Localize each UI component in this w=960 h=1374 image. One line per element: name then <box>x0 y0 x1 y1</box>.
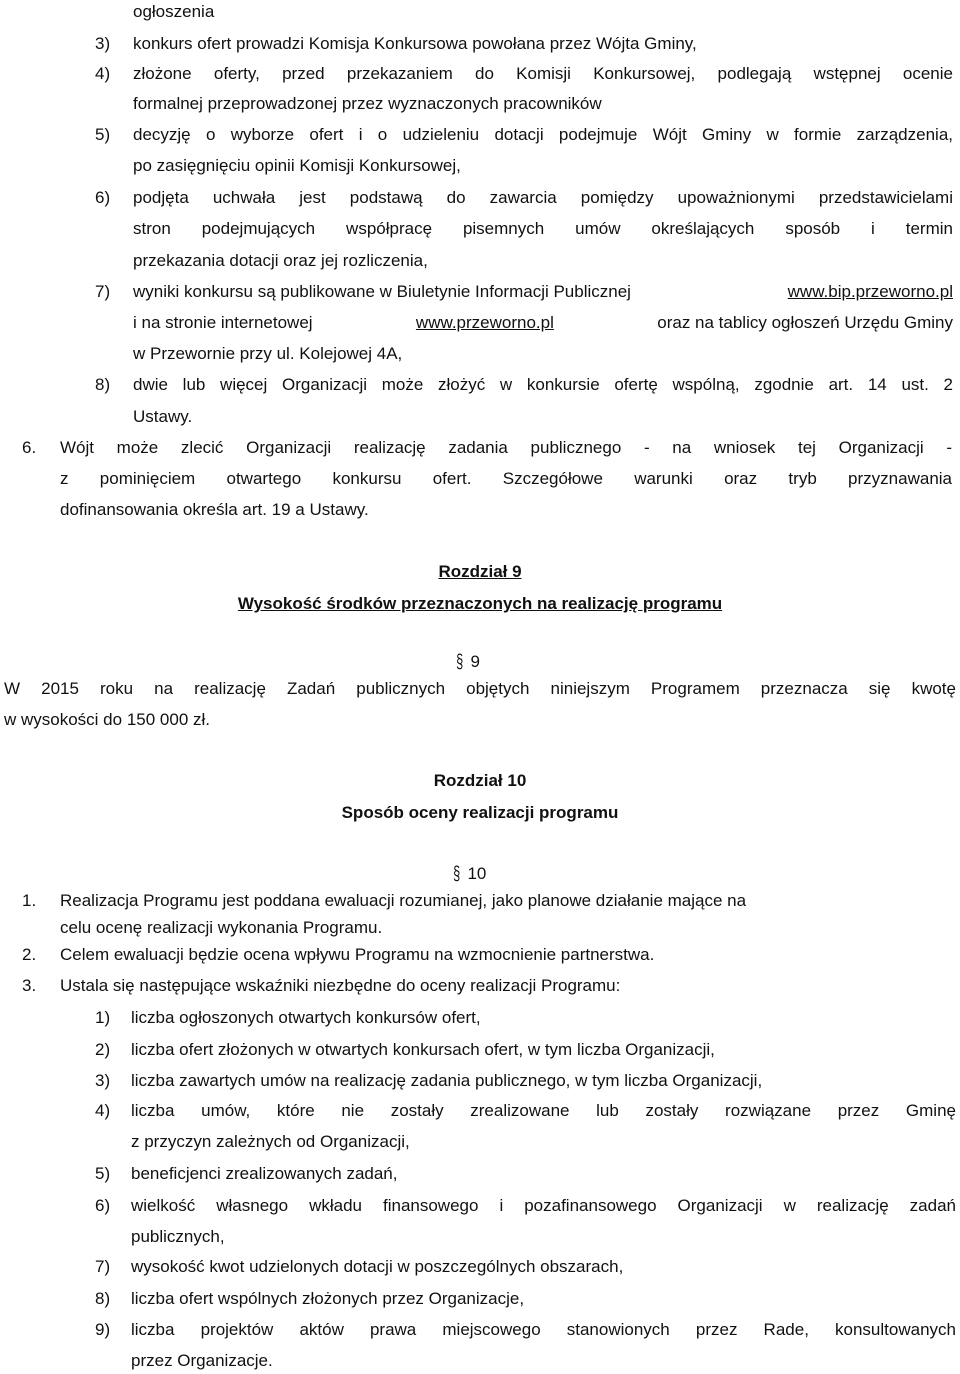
list-item-text: stron podejmujących współpracę pisemnych umów określających sposób i termin <box>133 219 953 238</box>
section-marker <box>455 651 480 673</box>
paragraph-text: Wójt może zlecić Organizacji realizację zadania publicznego - na wniosek tej Organizacji - <box>60 438 952 457</box>
list-item-text: złożone oferty, przed przekazaniem do Komisji Konkursowej, podlegają wstępnej ocenie <box>133 64 953 83</box>
paragraph-number: 1. <box>22 891 37 910</box>
list-item-number: 3) <box>95 34 111 53</box>
chapter-heading: Rozdział 10 <box>433 771 527 790</box>
list-item-text: liczba umów, które nie zostały zrealizowane lub zostały rozwiązane przez Gminę <box>131 1101 956 1120</box>
list-item-text: liczba ogłoszonych otwartych konkursów ofert, <box>131 1008 481 1027</box>
paragraph-text: Ustala się następujące wskaźniki niezbędne do oceny realizacji Programu: <box>60 976 621 995</box>
paragraph-text: celu ocenę realizacji wykonania Programu. <box>60 918 383 937</box>
list-item-text: wielkość własnego wkładu finansowego i pozafinansowego Organizacji w realizację zadań <box>131 1196 956 1215</box>
paragraph-number: 6. <box>22 438 37 457</box>
list-item-text: konkurs ofert prowadzi Komisja Konkursowa powołana przez Wójta Gminy, <box>133 34 697 53</box>
list-item-text <box>133 281 953 303</box>
paragraph-text: dofinansowania określa art. 19 a Ustawy. <box>60 500 369 519</box>
list-item-text: Ustawy. <box>133 407 193 426</box>
section-number: 9 <box>470 652 480 671</box>
chapter-heading: Rozdział 9 <box>438 562 522 581</box>
section-marker <box>452 863 486 885</box>
chapter-title: Wysokość środków przeznaczonych na realizację programu <box>237 594 723 613</box>
paragraph-text: z pominięciem otwartego konkursu ofert. Szczegółowe warunki oraz tryb przyznawania <box>60 469 952 488</box>
list-item-text: liczba ofert złożonych w otwartych konkursach ofert, w tym liczba Organizacji, <box>131 1040 715 1059</box>
paragraph-number: 2. <box>22 945 37 964</box>
list-item-text: dwie lub więcej Organizacji może złożyć w konkursie ofertę wspólną, zgodnie art. 14 ust. 2 <box>133 375 953 394</box>
list-item-text: przez Organizacje. <box>131 1351 273 1370</box>
list-item-text: w Przewornie przy ul. Kolejowej 4A, <box>133 344 403 363</box>
list-item-text <box>133 312 953 334</box>
list-continuation-text: ogłoszenia <box>133 2 215 21</box>
list-item-number: 8) <box>95 1289 111 1308</box>
list-item-number: 7) <box>95 1257 111 1276</box>
website-text: i na stronie internetowej <box>133 313 313 332</box>
list-item-text: liczba zawartych umów na realizację zadania publicznego, w tym liczba Organizacji, <box>131 1071 763 1090</box>
section-sign-icon: § <box>453 862 461 885</box>
list-item-text: liczba ofert wspólnych złożonych przez Organizacje, <box>131 1289 525 1308</box>
paragraph-text: W 2015 roku na realizację Zadań publicznych objętych niniejszym Programem przeznacza się kwotę <box>4 679 956 698</box>
list-item-text: beneficjenci zrealizowanych zadań, <box>131 1164 398 1183</box>
list-item-text: liczba projektów aktów prawa miejscowego stanowionych przez Rade, konsultowanych <box>131 1320 956 1339</box>
list-item-number: 5) <box>95 1164 111 1183</box>
paragraph-text: w wysokości do 150 000 zł. <box>4 710 210 729</box>
list-item-text: formalnej przeprowadzonej przez wyznaczonych pracowników <box>133 94 602 113</box>
list-item-number: 4) <box>95 64 111 83</box>
list-item-text: podjęta uchwała jest podstawą do zawarcia pomiędzy upoważnionymi przedstawicielami <box>133 188 953 207</box>
list-item-number: 7) <box>95 282 111 301</box>
list-item-number: 2) <box>95 1040 111 1059</box>
list-item-number: 5) <box>95 125 111 144</box>
list-item-number: 6) <box>95 1196 111 1215</box>
list-item-text: publicznych, <box>131 1227 225 1246</box>
paragraph-text: Realizacja Programu jest poddana ewaluacji rozumianej, jako planowe działanie mające na <box>60 891 747 910</box>
list-item-number: 1) <box>95 1008 111 1027</box>
list-item-number: 8) <box>95 375 111 394</box>
paragraph-text: Celem ewaluacji będzie ocena wpływu Programu na wzmocnienie partnerstwa. <box>60 945 655 964</box>
list-item-number: 6) <box>95 188 111 207</box>
list-item-number: 4) <box>95 1101 111 1120</box>
list-item-text: z przyczyn zależnych od Organizacji, <box>131 1132 410 1151</box>
list-item-text: wysokość kwot udzielonych dotacji w poszczególnych obszarach, <box>131 1257 624 1276</box>
chapter-title: Sposób oceny realizacji programu <box>341 803 619 822</box>
bip-text: wyniki konkursu są publikowane w Biuletynie Informacji Publicznej <box>133 282 631 301</box>
section-sign-icon: § <box>456 650 464 673</box>
list-item-number: 9) <box>95 1320 111 1339</box>
website-link[interactable]: www.przeworno.pl <box>415 313 554 332</box>
list-item-text: przekazania dotacji oraz jej rozliczenia, <box>133 251 428 270</box>
paragraph-number: 3. <box>22 976 37 995</box>
list-item-text: po zasięgnięciu opinii Komisji Konkursowej, <box>133 156 461 175</box>
section-number: 10 <box>467 864 487 883</box>
bip-link[interactable]: www.bip.przeworno.pl <box>787 282 953 301</box>
noticeboard-text: oraz na tablicy ogłoszeń Urzędu Gminy <box>657 313 953 332</box>
list-item-text: decyzję o wyborze ofert i o udzieleniu dotacji podejmuje Wójt Gminy w formie zarządzenia, <box>133 125 953 144</box>
list-item-number: 3) <box>95 1071 111 1090</box>
